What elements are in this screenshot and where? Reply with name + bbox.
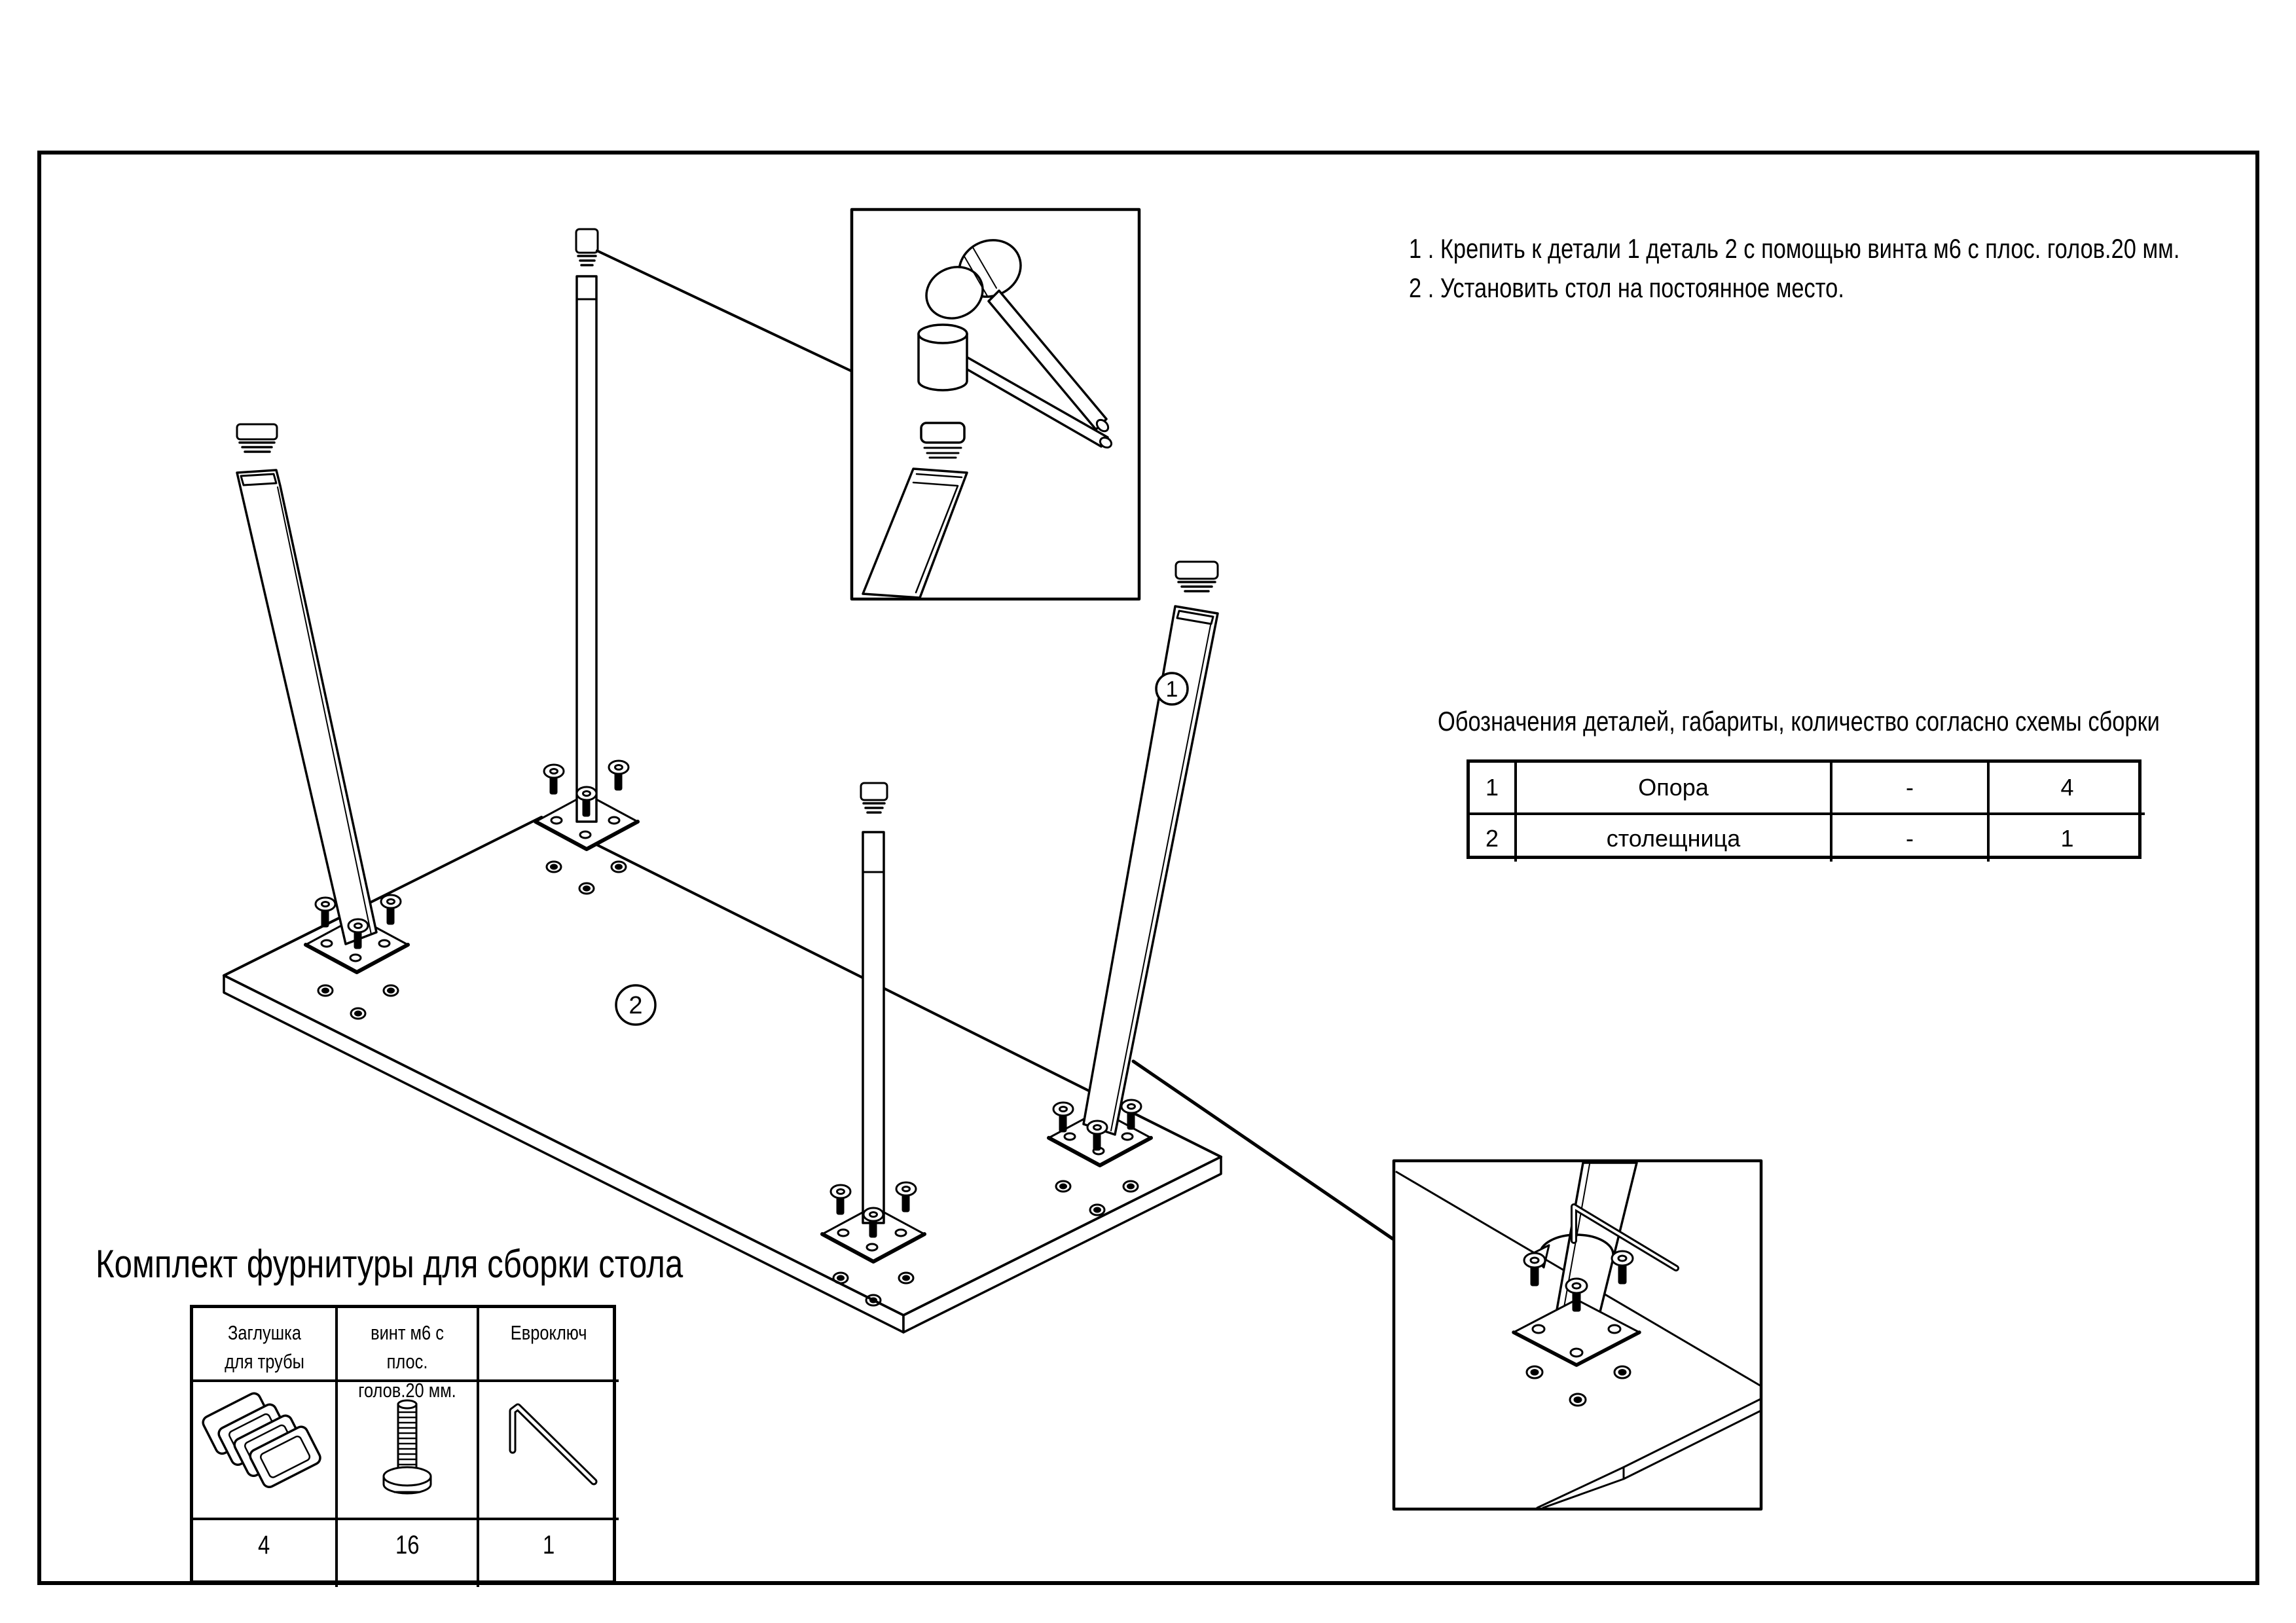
hardware-label: Евроключ	[477, 1308, 619, 1379]
leader-line-top-detail	[597, 251, 852, 371]
part-number: 2	[1470, 812, 1514, 862]
detail-box-cap-insertion	[852, 210, 1139, 599]
instruction-step-1: 1 . Крепить к детали 1 деталь 2 с помощью винта м6 с плос. голов.20 мм.	[1409, 233, 2180, 264]
tube-cap-stack-icon	[193, 1379, 335, 1518]
leg-front-middle	[863, 832, 884, 1223]
leg-right	[1084, 606, 1218, 1135]
part-name: столещница	[1514, 812, 1830, 862]
hardware-kit-table	[190, 1305, 616, 1584]
hardware-label: винт м6 с плос. голов.20 мм.	[335, 1308, 477, 1379]
detail-box-plate-fastening	[1394, 1161, 1761, 1509]
tube-cap-back-middle	[576, 229, 598, 265]
callout-circle-1	[1156, 673, 1188, 704]
hardware-qty: 4	[193, 1518, 335, 1587]
part-qty: 4	[1987, 763, 2145, 812]
allen-key-icon	[477, 1379, 619, 1518]
leg-back-middle	[577, 276, 596, 822]
callout-1-label: 1	[1165, 677, 1178, 702]
parts-legend-title: Обозначения деталей, габариты, количество согласно схемы сборки	[1438, 706, 2160, 737]
tube-cap-back-left	[237, 424, 277, 452]
assembly-instructions	[1409, 229, 2296, 308]
part-qty: 1	[1987, 812, 2145, 862]
leg-back-left	[237, 470, 376, 944]
part-dims: -	[1830, 812, 1987, 862]
part-name: Опора	[1514, 763, 1830, 812]
part-number: 1	[1485, 774, 1499, 801]
tube-cap-right	[1176, 562, 1218, 591]
part-dims: -	[1830, 763, 1987, 812]
parts-legend-table	[1467, 759, 2141, 859]
hardware-kit-title: Комплект фурнитуры для сборки стола	[96, 1242, 683, 1286]
callout-2-label: 2	[629, 992, 643, 1019]
hardware-qty: 16	[335, 1518, 477, 1587]
hardware-label: Заглушка для трубы	[224, 1321, 304, 1373]
hardware-qty: 1	[477, 1518, 619, 1587]
tube-cap-front-middle	[861, 783, 887, 812]
callout-circle-2	[616, 985, 655, 1025]
instruction-step-2: 2 . Установить стол на постоянное место.	[1409, 272, 1844, 303]
